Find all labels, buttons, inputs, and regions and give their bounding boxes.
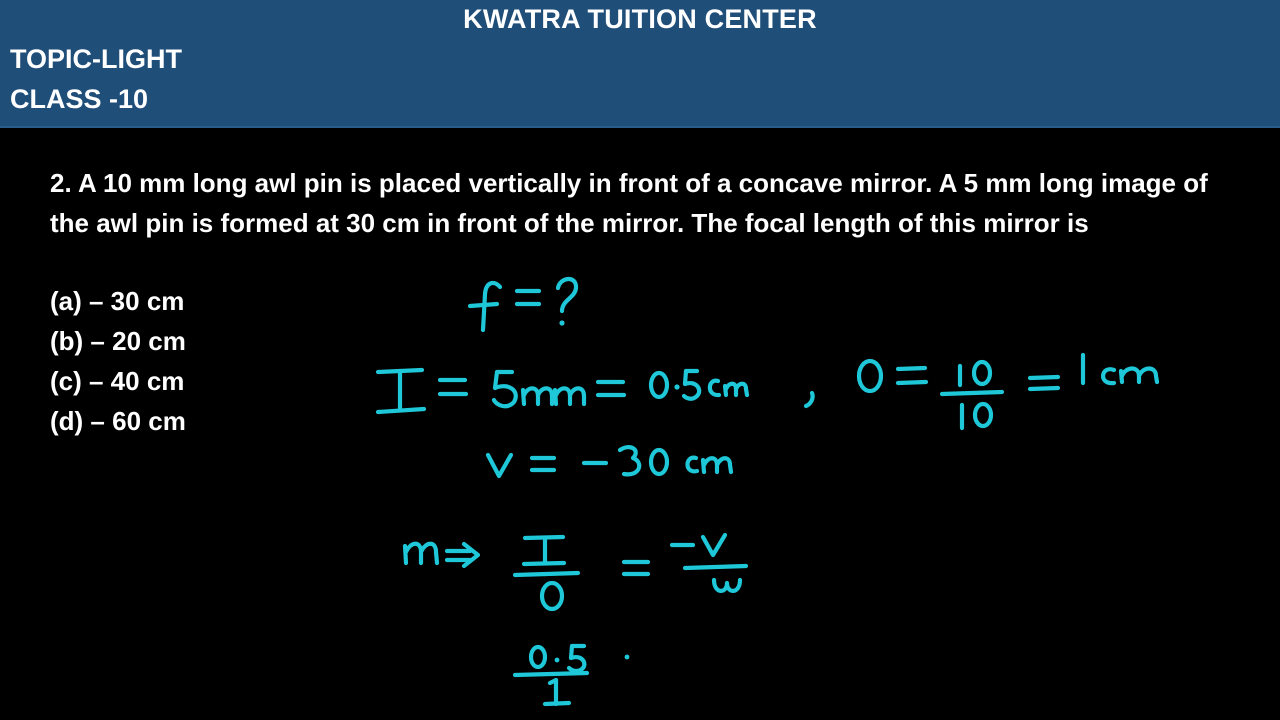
hw-line-f-equals-question <box>470 279 576 330</box>
option-b: (b) – 20 cm <box>50 326 186 356</box>
hw-line-object-size <box>859 355 1157 428</box>
hw-line-substitution <box>515 646 629 704</box>
topic-label: TOPIC-LIGHT <box>10 44 182 74</box>
option-d: (d) – 60 cm <box>50 406 186 436</box>
hw-line-magnification <box>405 535 746 609</box>
hw-line-image-size <box>378 370 813 412</box>
question-text: 2. A 10 mm long awl pin is placed vertically in front of a concave mirror. A 5 mm long image of the awl pin is formed at 30 cm in front of the mirror. The focal length of this mirror is <box>50 168 1208 238</box>
hw-line-image-distance <box>488 447 731 476</box>
class-label: CLASS -10 <box>10 84 149 114</box>
option-c: (c) – 40 cm <box>50 366 185 396</box>
option-a: (a) – 30 cm <box>50 286 185 316</box>
center-name: KWATRA TUITION CENTER <box>463 4 817 34</box>
